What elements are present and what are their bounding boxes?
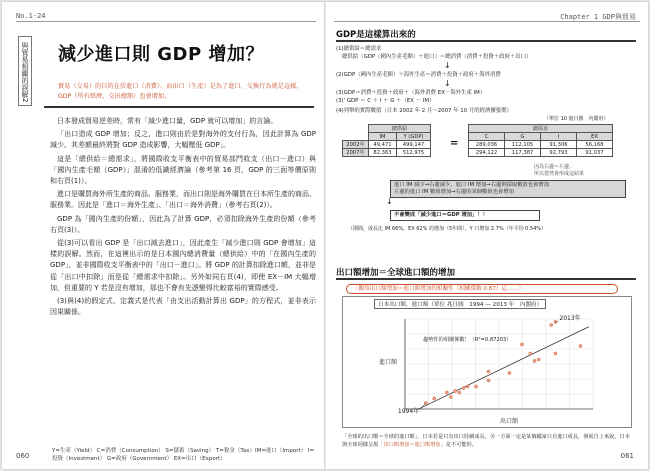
table-cell: 92,793: [541, 149, 577, 157]
column-header: Y (GDP): [397, 133, 431, 141]
down-arrow-icon: ↓: [386, 197, 393, 206]
table-cell: 91,306: [541, 141, 577, 149]
down-arrow-icon: ↓: [444, 79, 451, 88]
demand-table: [468, 124, 613, 157]
section-title: 出口額增加＝全球進口額的增加: [336, 268, 456, 278]
down-arrow-icon: ↓: [444, 61, 451, 70]
paragraph: 日本發成貿易逆差時，常有「減少進口量，GDP 就可以增加」的言論。: [57, 117, 278, 125]
page-title: 減少進口則 GDP 增加？: [58, 44, 264, 65]
data-point: [579, 344, 582, 347]
table-cell: 49,471: [369, 141, 397, 149]
right-page: [326, 2, 648, 469]
x-axis-label: 出口額: [499, 418, 519, 425]
data-point: [554, 352, 557, 355]
table-cell: 112,105: [505, 141, 541, 149]
data-point: [508, 371, 511, 374]
table-cell: 294,122: [469, 149, 505, 157]
box-line: 左邊的進口 IM 數值增加→右邊的某個數值也會增加: [394, 189, 514, 195]
running-head-left: No.1-24: [16, 12, 46, 20]
box-line: 進口 IM 減少→右邊減少，進口 IM 增加→右邊則採取數值也會增加: [394, 182, 550, 188]
paragraph: 進口是購買海外所生產的商品、服務業，而出口則是海外購買在日本所生產的商品、服務業。因此是「進口＝海外生產」、「出口＝海外消費」（參考右頁(2)）。: [50, 190, 316, 210]
page-number-left: 060: [16, 452, 30, 460]
data-point: [458, 391, 461, 394]
data-point: [533, 359, 536, 362]
data-point: [520, 343, 523, 346]
data-point: [487, 370, 490, 373]
derivation-line: (3)' GDP ＝ C ＋ I ＋ G ＋（EX － IM）: [336, 98, 435, 104]
annotation-note: 因為右邊＝左邊， 所以當然會形成這結果: [534, 164, 585, 177]
derivation-line: (3)GDP＝消費＋投資＋政府＋（海外消費 EX－海外生產 IM）: [336, 90, 486, 96]
column-header: IM: [369, 133, 397, 141]
column-header: I: [541, 133, 577, 141]
derivation-line: (2)GDP（國內生產毛額）＋海外生產＝消費＋投資＋政府＋海外消費: [336, 72, 501, 78]
data-point: [537, 358, 540, 361]
table-cell: 56,168: [577, 141, 613, 149]
data-point: [449, 395, 452, 398]
header-rule: [334, 21, 640, 22]
caption: [342, 434, 634, 449]
y-axis-label: 進口額: [379, 359, 398, 366]
supply-group-header: 總供給: [369, 125, 431, 133]
title-rule: [44, 106, 314, 108]
book-spread: [2, 2, 648, 469]
section-title: GDP是這樣算出來的: [336, 30, 416, 40]
data-point: [487, 379, 490, 382]
paragraph: 從(3)可以看出 GDP 是「出口減去進口」，因此產生「減少進口則 GDP 會增加」這樣的誤解。然而，在這裡出示的是日本國內總消費量（總供給）中的「在國內生產的 GDP」，並非國際收支平衡表中的「出口－進口」。將 GDP 的計算扣除進口額，並非是從「出口中扣除」而是從「總需求中扣除」。另外如同右頁(4)，即使 EX－IM 大幅增加，但重要的 Y 若是沒有增加，那也不會有先憑變得比較富裕的實際感受。: [50, 239, 316, 292]
derivation-line: (1)總供給＝總需求: [336, 46, 382, 52]
data-point: [454, 389, 457, 392]
data-point: [433, 397, 436, 400]
data-point: [466, 385, 469, 388]
table-cell: 82,363: [369, 149, 397, 157]
body-text: [50, 116, 316, 320]
column-header: EX: [577, 133, 613, 141]
footnote: Y=生產（Yield） C=消費（Consumption） S=儲蓄（Saving） T=稅金（Tax）IM=進口（Import） I=投資（Investment） G=政府（Government） EX=出口（Export）: [52, 448, 315, 462]
column-header: C: [469, 133, 505, 141]
table-cell: 117,387: [505, 149, 541, 157]
chart-title: 日本出口額、進口額（單位 兆日圓 1994 — 2013 年 內閣府）: [374, 299, 546, 309]
table-cell: 512,975: [397, 149, 431, 157]
chart-frame: [342, 296, 632, 428]
row-header: 2007年: [343, 149, 369, 157]
section-rule: [336, 40, 636, 42]
caption-text: 是不可能的。: [445, 441, 477, 448]
row-header: 2002年: [343, 141, 369, 149]
correlation-banner: 〈觀察出口額增加＝進口額增加的相關性（相關係數 0.87）這……〉: [346, 284, 618, 294]
data-point: [529, 352, 532, 355]
data-point: [445, 391, 448, 394]
table-cell: 91,037: [577, 149, 613, 157]
derivation-line: (4)列舉的實際數值（日本 2002 年 2 月～2007 年 10 月的經濟擴張期）: [336, 108, 512, 114]
table-cell: 289,036: [469, 141, 505, 149]
caption-highlight: 「出口額增加＝進口額增加」: [378, 441, 446, 448]
header-rule: [16, 21, 316, 22]
equals-sign: =: [450, 138, 459, 149]
section-rule: [336, 278, 636, 280]
annotation-2013: 2013年: [559, 315, 581, 322]
left-page: [2, 2, 324, 469]
conclusion-box: 不會變成「減少進口＝GDP 增加」！！: [390, 210, 540, 221]
paragraph: 這是「總供給＝總需求」，將國際收支平衡表中的貿易部門收支（出口－進口）與「國內生產毛額（GDP）」混淆的低識經濟論（參考第 16 頁，GDP 的三面等價原則和右頁(1)）。: [50, 154, 316, 186]
running-head-right: Chapter 1 GDP與貿易: [560, 13, 636, 21]
caption-text: 「全球的出口額＝全球的進口額」。日本若是只有出口持續成長，另一方面一定是某個國家只有進口成長，發展自上來說，日本與全球同樣呈現: [342, 434, 630, 448]
data-point: [474, 385, 477, 388]
column-header: G: [505, 133, 541, 141]
explanation-box: [390, 180, 626, 198]
supply-table: [342, 124, 431, 157]
demand-group-header: 總需求: [469, 125, 613, 133]
paragraph: GDP 為「國內生產的份額」，因此為了計算 GDP，必須扣除海外生產的份額（參考右頁(3)）。: [50, 214, 316, 234]
lead-text: 貿易（交易）的目的在於進口（消費）。而出口（生產）是為了進口、交換行為就是這樣，GDP（所有經濟、交出總額）也會增加。: [58, 83, 303, 100]
annotation-r-squared: 趨勢性的相關係數！（R²=0.87203）: [423, 337, 512, 343]
side-tab: 與貿易相關的誤解2: [18, 36, 32, 106]
table-unit: （單位 10 億日圓 內閣府）: [544, 116, 609, 122]
paragraph: 「出口造成 GDP 增加；反之，進口則由於是對海外的支付行為，因此計算為 GDP 減少。其差額最終將對 GDP 造成影響，大幅壓低 GDP」。: [50, 130, 316, 150]
growth-note: （期間，成長比 IM 66%，EX 62% 的增加（5年間），Y 只增加 2.7%（年平均 0.54%）: [348, 226, 547, 232]
data-point: [550, 323, 553, 326]
annotation-1994: 1994年: [397, 408, 420, 415]
scatter-chart: [343, 297, 633, 429]
page-number-right: 061: [620, 452, 634, 460]
table-cell: 499,147: [397, 141, 431, 149]
paragraph: (3)與(4)的假定式、定義式是代表「由支出活動計算出 GDP」的方程式，並非表示因果關係。: [50, 297, 316, 317]
data-point: [462, 386, 465, 389]
derivation-line: 總供給（GDP（國內生產毛額）＋進口）＝總消費（消費＋投資＋政府＋出口）: [342, 54, 532, 60]
